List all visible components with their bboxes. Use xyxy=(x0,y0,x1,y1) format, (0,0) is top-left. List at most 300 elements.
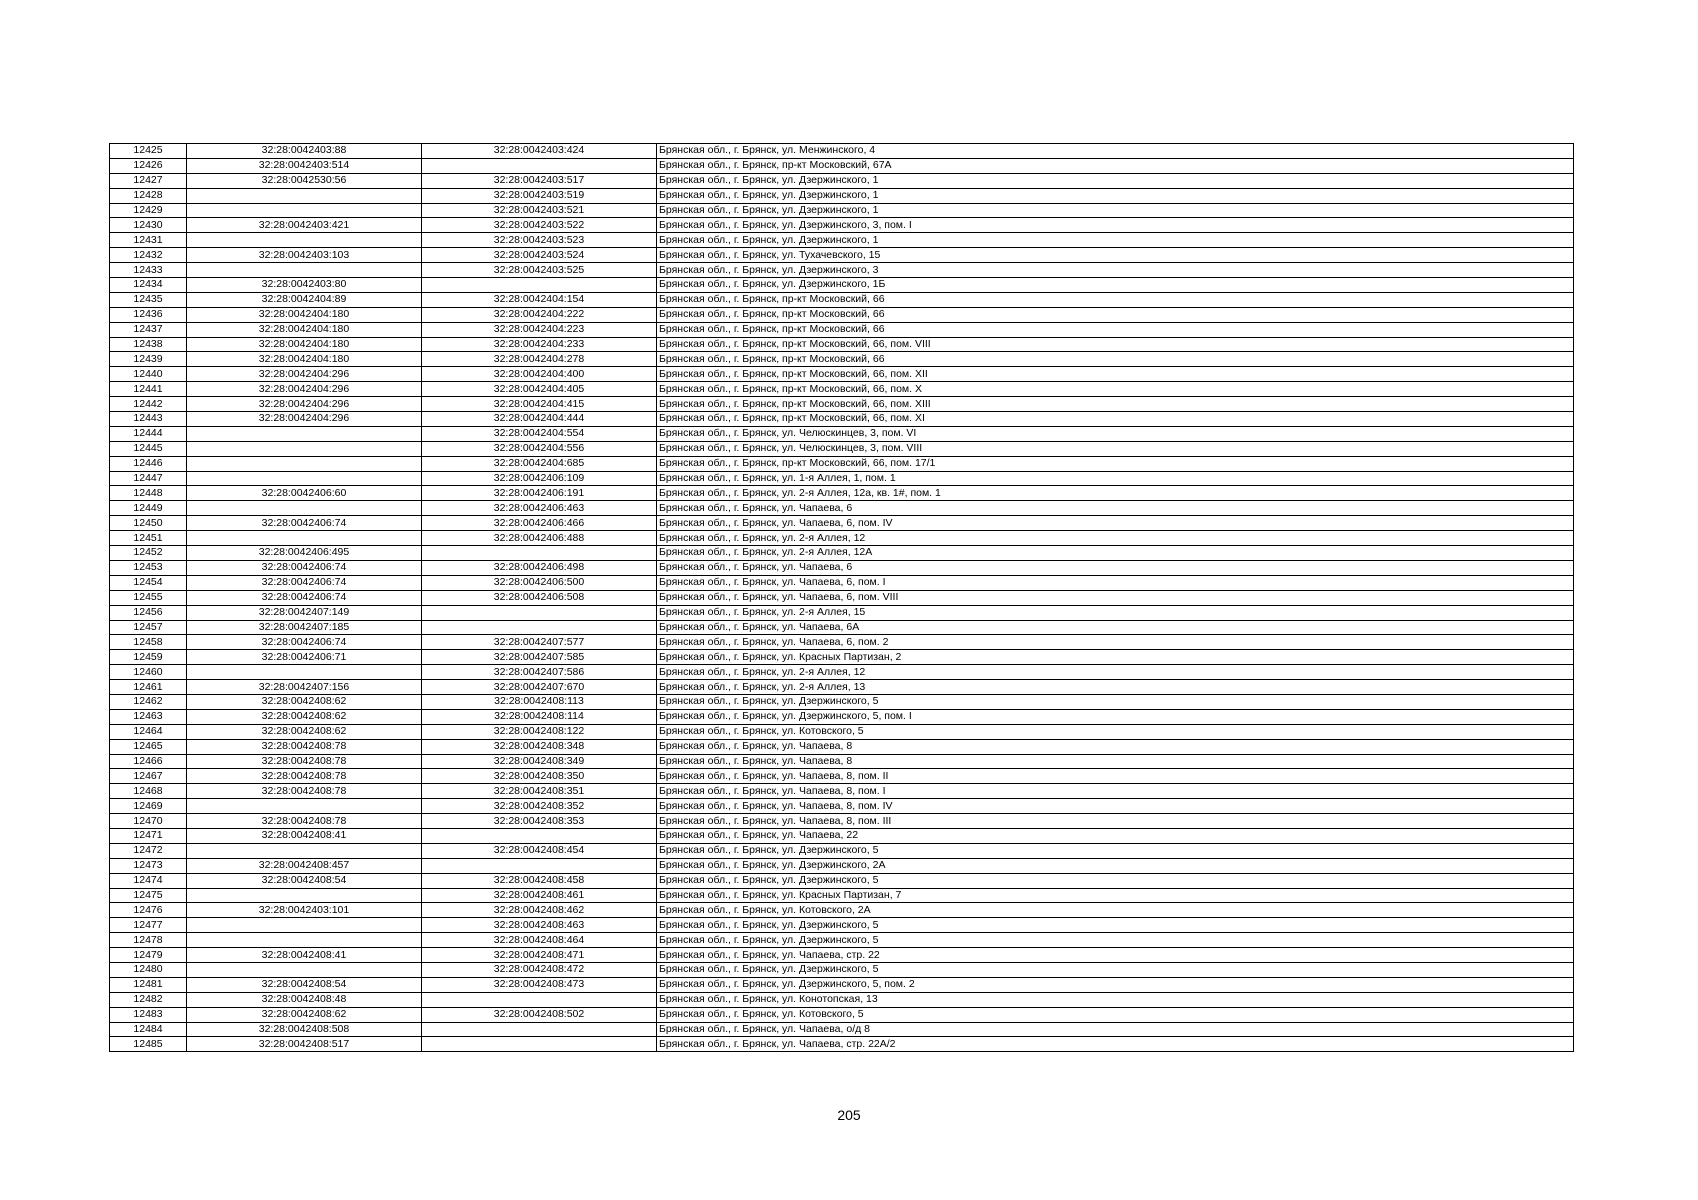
row-number-cell: 12443 xyxy=(110,412,187,427)
table-row xyxy=(110,933,1574,948)
table-row xyxy=(110,307,1574,322)
address-cell: Брянская обл., г. Брянск, пр-кт Московский, 66 xyxy=(657,307,1574,322)
cadastral-number-object-cell: 32:28:0042408:471 xyxy=(422,948,657,963)
cadastral-number-object-cell xyxy=(422,605,657,620)
cadastral-number-object-cell: 32:28:0042404:154 xyxy=(422,292,657,307)
cadastral-number-land-cell: 32:28:0042407:156 xyxy=(187,680,422,695)
address-cell: Брянская обл., г. Брянск, пр-кт Московский, 66, пом. 17/1 xyxy=(657,456,1574,471)
cadastral-number-object-cell: 32:28:0042404:278 xyxy=(422,352,657,367)
row-number-cell: 12452 xyxy=(110,546,187,561)
cadastral-number-object-cell: 32:28:0042408:113 xyxy=(422,694,657,709)
row-number-cell: 12433 xyxy=(110,263,187,278)
row-number-cell: 12436 xyxy=(110,307,187,322)
row-number-cell: 12458 xyxy=(110,635,187,650)
table-row xyxy=(110,828,1574,843)
address-cell: Брянская обл., г. Брянск, ул. Котовского, 5 xyxy=(657,1007,1574,1022)
row-number-cell: 12429 xyxy=(110,203,187,218)
row-number-cell: 12426 xyxy=(110,158,187,173)
table-row xyxy=(110,173,1574,188)
row-number-cell: 12432 xyxy=(110,248,187,263)
cadastral-number-land-cell xyxy=(187,933,422,948)
address-cell: Брянская обл., г. Брянск, ул. Конотопская, 13 xyxy=(657,992,1574,1007)
cadastral-number-object-cell xyxy=(422,1022,657,1037)
cadastral-number-object-cell: 32:28:0042408:458 xyxy=(422,873,657,888)
table-row xyxy=(110,888,1574,903)
address-cell: Брянская обл., г. Брянск, ул. Чапаева, 6А xyxy=(657,620,1574,635)
row-number-cell: 12431 xyxy=(110,233,187,248)
address-cell: Брянская обл., г. Брянск, ул. Дзержинского, 5 xyxy=(657,873,1574,888)
address-cell: Брянская обл., г. Брянск, ул. Дзержинского, 5, пом. 2 xyxy=(657,977,1574,992)
row-number-cell: 12447 xyxy=(110,471,187,486)
cadastral-number-object-cell: 32:28:0042407:586 xyxy=(422,665,657,680)
address-cell: Брянская обл., г. Брянск, ул. Тухачевского, 15 xyxy=(657,248,1574,263)
cadastral-number-land-cell: 32:28:0042404:89 xyxy=(187,292,422,307)
row-number-cell: 12457 xyxy=(110,620,187,635)
address-cell: Брянская обл., г. Брянск, ул. Котовского, 2А xyxy=(657,903,1574,918)
address-cell: Брянская обл., г. Брянск, ул. Чапаева, 8, пом. IV xyxy=(657,799,1574,814)
table-row xyxy=(110,546,1574,561)
cadastral-number-object-cell: 32:28:0042408:122 xyxy=(422,724,657,739)
cadastral-number-object-cell: 32:28:0042408:454 xyxy=(422,843,657,858)
table-row xyxy=(110,144,1574,159)
cadastral-number-object-cell: 32:28:0042403:525 xyxy=(422,263,657,278)
address-cell: Брянская обл., г. Брянск, ул. Чапаева, о/д 8 xyxy=(657,1022,1574,1037)
cadastral-number-object-cell: 32:28:0042403:424 xyxy=(422,144,657,159)
cadastral-number-land-cell: 32:28:0042408:54 xyxy=(187,977,422,992)
table-row xyxy=(110,620,1574,635)
cadastral-number-land-cell: 32:28:0042406:74 xyxy=(187,516,422,531)
table-row xyxy=(110,665,1574,680)
table-row xyxy=(110,843,1574,858)
cadastral-number-land-cell xyxy=(187,471,422,486)
cadastral-number-land-cell xyxy=(187,263,422,278)
cadastral-number-object-cell: 32:28:0042404:556 xyxy=(422,441,657,456)
row-number-cell: 12449 xyxy=(110,501,187,516)
row-number-cell: 12467 xyxy=(110,769,187,784)
cadastral-number-land-cell: 32:28:0042406:74 xyxy=(187,560,422,575)
row-number-cell: 12466 xyxy=(110,754,187,769)
cadastral-number-object-cell: 32:28:0042408:351 xyxy=(422,784,657,799)
address-cell: Брянская обл., г. Брянск, ул. Дзержинского, 1 xyxy=(657,188,1574,203)
cadastral-number-land-cell: 32:28:0042404:180 xyxy=(187,307,422,322)
row-number-cell: 12464 xyxy=(110,724,187,739)
address-cell: Брянская обл., г. Брянск, ул. 2-я Аллея, 12 xyxy=(657,665,1574,680)
cadastral-number-object-cell: 32:28:0042406:109 xyxy=(422,471,657,486)
table-row xyxy=(110,799,1574,814)
row-number-cell: 12485 xyxy=(110,1037,187,1052)
cadastral-number-land-cell xyxy=(187,888,422,903)
cadastral-number-land-cell: 32:28:0042404:180 xyxy=(187,352,422,367)
cadastral-number-land-cell: 32:28:0042408:54 xyxy=(187,873,422,888)
row-number-cell: 12477 xyxy=(110,918,187,933)
row-number-cell: 12439 xyxy=(110,352,187,367)
row-number-cell: 12456 xyxy=(110,605,187,620)
address-cell: Брянская обл., г. Брянск, ул. Дзержинского, 5, пом. I xyxy=(657,709,1574,724)
row-number-cell: 12437 xyxy=(110,322,187,337)
cadastral-number-land-cell xyxy=(187,843,422,858)
row-number-cell: 12465 xyxy=(110,739,187,754)
table-row xyxy=(110,352,1574,367)
cadastral-number-land-cell: 32:28:0042406:495 xyxy=(187,546,422,561)
cadastral-number-land-cell: 32:28:0042406:74 xyxy=(187,635,422,650)
row-number-cell: 12441 xyxy=(110,382,187,397)
table-row xyxy=(110,575,1574,590)
registry-table-body xyxy=(110,144,1574,1052)
cadastral-number-land-cell: 32:28:0042406:74 xyxy=(187,575,422,590)
row-number-cell: 12425 xyxy=(110,144,187,159)
cadastral-number-land-cell: 32:28:0042407:185 xyxy=(187,620,422,635)
row-number-cell: 12480 xyxy=(110,962,187,977)
cadastral-number-land-cell: 32:28:0042407:149 xyxy=(187,605,422,620)
cadastral-number-land-cell: 32:28:0042404:180 xyxy=(187,322,422,337)
address-cell: Брянская обл., г. Брянск, ул. Чапаева, 6, пом. VIII xyxy=(657,590,1574,605)
table-row xyxy=(110,1022,1574,1037)
cadastral-number-object-cell xyxy=(422,828,657,843)
table-row xyxy=(110,605,1574,620)
address-cell: Брянская обл., г. Брянск, ул. Челюскинцев, 3, пом. VI xyxy=(657,426,1574,441)
table-row xyxy=(110,203,1574,218)
table-row xyxy=(110,233,1574,248)
address-cell: Брянская обл., г. Брянск, ул. Чапаева, 8, пом. II xyxy=(657,769,1574,784)
row-number-cell: 12435 xyxy=(110,292,187,307)
row-number-cell: 12481 xyxy=(110,977,187,992)
address-cell: Брянская обл., г. Брянск, ул. Чапаева, 8, пом. III xyxy=(657,814,1574,829)
cadastral-number-land-cell: 32:28:0042408:78 xyxy=(187,739,422,754)
cadastral-number-land-cell: 32:28:0042404:180 xyxy=(187,337,422,352)
cadastral-number-land-cell xyxy=(187,203,422,218)
cadastral-number-object-cell: 32:28:0042404:444 xyxy=(422,412,657,427)
cadastral-number-object-cell xyxy=(422,1037,657,1052)
address-cell: Брянская обл., г. Брянск, ул. Дзержинского, 5 xyxy=(657,843,1574,858)
cadastral-number-land-cell: 32:28:0042408:62 xyxy=(187,724,422,739)
cadastral-number-land-cell: 32:28:0042404:296 xyxy=(187,397,422,412)
cadastral-number-object-cell: 32:28:0042408:352 xyxy=(422,799,657,814)
table-row xyxy=(110,977,1574,992)
address-cell: Брянская обл., г. Брянск, ул. Чапаева, 22 xyxy=(657,828,1574,843)
row-number-cell: 12455 xyxy=(110,590,187,605)
row-number-cell: 12484 xyxy=(110,1022,187,1037)
row-number-cell: 12472 xyxy=(110,843,187,858)
cadastral-number-object-cell: 32:28:0042403:521 xyxy=(422,203,657,218)
table-row xyxy=(110,456,1574,471)
address-cell: Брянская обл., г. Брянск, ул. 1-я Аллея, 1, пом. 1 xyxy=(657,471,1574,486)
cadastral-number-object-cell xyxy=(422,546,657,561)
cadastral-number-land-cell xyxy=(187,799,422,814)
address-cell: Брянская обл., г. Брянск, пр-кт Московский, 66, пом. XII xyxy=(657,367,1574,382)
row-number-cell: 12475 xyxy=(110,888,187,903)
cadastral-number-land-cell: 32:28:0042408:62 xyxy=(187,709,422,724)
table-row xyxy=(110,531,1574,546)
table-row xyxy=(110,992,1574,1007)
address-cell: Брянская обл., г. Брянск, ул. Красных Партизан, 2 xyxy=(657,650,1574,665)
cadastral-number-land-cell: 32:28:0042408:517 xyxy=(187,1037,422,1052)
address-cell: Брянская обл., г. Брянск, ул. Челюскинцев, 3, пом. VIII xyxy=(657,441,1574,456)
table-row xyxy=(110,694,1574,709)
table-row xyxy=(110,635,1574,650)
cadastral-number-land-cell: 32:28:0042408:41 xyxy=(187,948,422,963)
address-cell: Брянская обл., г. Брянск, ул. Дзержинского, 1Б xyxy=(657,278,1574,293)
table-row xyxy=(110,903,1574,918)
table-row xyxy=(110,441,1574,456)
address-cell: Брянская обл., г. Брянск, ул. Чапаева, 6, пом. 2 xyxy=(657,635,1574,650)
address-cell: Брянская обл., г. Брянск, ул. Дзержинского, 1 xyxy=(657,233,1574,248)
cadastral-number-land-cell: 32:28:0042408:78 xyxy=(187,784,422,799)
row-number-cell: 12483 xyxy=(110,1007,187,1022)
cadastral-number-object-cell: 32:28:0042404:223 xyxy=(422,322,657,337)
address-cell: Брянская обл., г. Брянск, ул. Дзержинского, 1 xyxy=(657,203,1574,218)
row-number-cell: 12428 xyxy=(110,188,187,203)
table-row xyxy=(110,516,1574,531)
cadastral-number-object-cell: 32:28:0042404:415 xyxy=(422,397,657,412)
table-row xyxy=(110,278,1574,293)
address-cell: Брянская обл., г. Брянск, ул. Чапаева, 6 xyxy=(657,560,1574,575)
cadastral-number-land-cell: 32:28:0042403:88 xyxy=(187,144,422,159)
address-cell: Брянская обл., г. Брянск, ул. Дзержинского, 5 xyxy=(657,933,1574,948)
row-number-cell: 12476 xyxy=(110,903,187,918)
address-cell: Брянская обл., г. Брянск, ул. Дзержинского, 5 xyxy=(657,962,1574,977)
table-row xyxy=(110,292,1574,307)
table-row xyxy=(110,397,1574,412)
address-cell: Брянская обл., г. Брянск, пр-кт Московский, 66, пом. XIII xyxy=(657,397,1574,412)
row-number-cell: 12471 xyxy=(110,828,187,843)
table-row xyxy=(110,948,1574,963)
cadastral-number-land-cell: 32:28:0042408:78 xyxy=(187,754,422,769)
table-row xyxy=(110,590,1574,605)
address-cell: Брянская обл., г. Брянск, ул. 2-я Аллея, 12а, кв. 1#, пом. 1 xyxy=(657,486,1574,501)
table-row xyxy=(110,337,1574,352)
table-row xyxy=(110,739,1574,754)
address-cell: Брянская обл., г. Брянск, ул. Котовского, 5 xyxy=(657,724,1574,739)
cadastral-number-land-cell: 32:28:0042403:103 xyxy=(187,248,422,263)
cadastral-number-land-cell: 32:28:0042406:71 xyxy=(187,650,422,665)
table-row xyxy=(110,650,1574,665)
cadastral-number-object-cell: 32:28:0042406:191 xyxy=(422,486,657,501)
address-cell: Брянская обл., г. Брянск, ул. Чапаева, 8 xyxy=(657,754,1574,769)
cadastral-number-object-cell xyxy=(422,992,657,1007)
page-number: 205 xyxy=(837,1107,861,1123)
address-cell: Брянская обл., г. Брянск, пр-кт Московский, 66, пом. VIII xyxy=(657,337,1574,352)
cadastral-number-object-cell: 32:28:0042403:523 xyxy=(422,233,657,248)
table-row xyxy=(110,367,1574,382)
cadastral-number-land-cell xyxy=(187,456,422,471)
row-number-cell: 12478 xyxy=(110,933,187,948)
row-number-cell: 12454 xyxy=(110,575,187,590)
row-number-cell: 12463 xyxy=(110,709,187,724)
row-number-cell: 12440 xyxy=(110,367,187,382)
row-number-cell: 12461 xyxy=(110,680,187,695)
cadastral-number-land-cell: 32:28:0042406:74 xyxy=(187,590,422,605)
address-cell: Брянская обл., г. Брянск, пр-кт Московский, 67А xyxy=(657,158,1574,173)
row-number-cell: 12453 xyxy=(110,560,187,575)
row-number-cell: 12444 xyxy=(110,426,187,441)
table-row xyxy=(110,1037,1574,1052)
registry-table xyxy=(109,143,1574,1052)
row-number-cell: 12460 xyxy=(110,665,187,680)
cadastral-number-land-cell: 32:28:0042403:80 xyxy=(187,278,422,293)
cadastral-number-object-cell: 32:28:0042403:524 xyxy=(422,248,657,263)
address-cell: Брянская обл., г. Брянск, ул. Чапаева, стр. 22 xyxy=(657,948,1574,963)
row-number-cell: 12459 xyxy=(110,650,187,665)
table-row xyxy=(110,382,1574,397)
cadastral-number-land-cell xyxy=(187,441,422,456)
row-number-cell: 12430 xyxy=(110,218,187,233)
cadastral-number-object-cell: 32:28:0042408:472 xyxy=(422,962,657,977)
cadastral-number-land-cell xyxy=(187,233,422,248)
cadastral-number-land-cell: 32:28:0042403:421 xyxy=(187,218,422,233)
row-number-cell: 12479 xyxy=(110,948,187,963)
row-number-cell: 12445 xyxy=(110,441,187,456)
address-cell: Брянская обл., г. Брянск, пр-кт Московский, 66, пом. X xyxy=(657,382,1574,397)
cadastral-number-object-cell xyxy=(422,620,657,635)
cadastral-number-land-cell: 32:28:0042408:457 xyxy=(187,858,422,873)
table-row xyxy=(110,754,1574,769)
cadastral-number-object-cell: 32:28:0042404:233 xyxy=(422,337,657,352)
table-row xyxy=(110,769,1574,784)
address-cell: Брянская обл., г. Брянск, ул. Дзержинского, 5 xyxy=(657,694,1574,709)
table-row xyxy=(110,501,1574,516)
address-cell: Брянская обл., г. Брянск, ул. Чапаева, 8, пом. I xyxy=(657,784,1574,799)
table-row xyxy=(110,873,1574,888)
cadastral-number-land-cell: 32:28:0042404:296 xyxy=(187,367,422,382)
row-number-cell: 12451 xyxy=(110,531,187,546)
cadastral-number-object-cell: 32:28:0042408:353 xyxy=(422,814,657,829)
table-row xyxy=(110,486,1574,501)
table-row xyxy=(110,471,1574,486)
cadastral-number-land-cell: 32:28:0042408:78 xyxy=(187,814,422,829)
cadastral-number-object-cell: 32:28:0042408:461 xyxy=(422,888,657,903)
cadastral-number-object-cell: 32:28:0042403:519 xyxy=(422,188,657,203)
table-row xyxy=(110,158,1574,173)
table-row xyxy=(110,709,1574,724)
table-row xyxy=(110,248,1574,263)
table-row xyxy=(110,1007,1574,1022)
row-number-cell: 12462 xyxy=(110,694,187,709)
cadastral-number-land-cell: 32:28:0042408:41 xyxy=(187,828,422,843)
cadastral-number-land-cell: 32:28:0042406:60 xyxy=(187,486,422,501)
address-cell: Брянская обл., г. Брянск, ул. Менжинского, 4 xyxy=(657,144,1574,159)
address-cell: Брянская обл., г. Брянск, пр-кт Московский, 66 xyxy=(657,322,1574,337)
cadastral-number-object-cell xyxy=(422,858,657,873)
table-row xyxy=(110,814,1574,829)
address-cell: Брянская обл., г. Брянск, ул. 2-я Аллея, 13 xyxy=(657,680,1574,695)
cadastral-number-object-cell: 32:28:0042408:348 xyxy=(422,739,657,754)
row-number-cell: 12468 xyxy=(110,784,187,799)
row-number-cell: 12434 xyxy=(110,278,187,293)
cadastral-number-object-cell: 32:28:0042406:463 xyxy=(422,501,657,516)
cadastral-number-land-cell: 32:28:0042408:508 xyxy=(187,1022,422,1037)
cadastral-number-object-cell xyxy=(422,158,657,173)
cadastral-number-land-cell xyxy=(187,426,422,441)
address-cell: Брянская обл., г. Брянск, пр-кт Московский, 66, пом. XI xyxy=(657,412,1574,427)
table-row xyxy=(110,858,1574,873)
cadastral-number-object-cell: 32:28:0042407:670 xyxy=(422,680,657,695)
address-cell: Брянская обл., г. Брянск, ул. Чапаева, 6 xyxy=(657,501,1574,516)
address-cell: Брянская обл., г. Брянск, ул. Дзержинского, 3, пом. I xyxy=(657,218,1574,233)
row-number-cell: 12442 xyxy=(110,397,187,412)
cadastral-number-object-cell: 32:28:0042403:517 xyxy=(422,173,657,188)
cadastral-number-land-cell: 32:28:0042408:62 xyxy=(187,694,422,709)
row-number-cell: 12448 xyxy=(110,486,187,501)
cadastral-number-object-cell: 32:28:0042407:577 xyxy=(422,635,657,650)
address-cell: Брянская обл., г. Брянск, ул. 2-я Аллея, 12А xyxy=(657,546,1574,561)
address-cell: Брянская обл., г. Брянск, ул. 2-я Аллея, 15 xyxy=(657,605,1574,620)
table-row xyxy=(110,724,1574,739)
cadastral-number-object-cell: 32:28:0042406:466 xyxy=(422,516,657,531)
cadastral-number-land-cell xyxy=(187,531,422,546)
row-number-cell: 12427 xyxy=(110,173,187,188)
cadastral-number-object-cell: 32:28:0042408:462 xyxy=(422,903,657,918)
row-number-cell: 12450 xyxy=(110,516,187,531)
cadastral-number-land-cell xyxy=(187,665,422,680)
cadastral-number-land-cell: 32:28:0042408:62 xyxy=(187,1007,422,1022)
cadastral-number-land-cell: 32:28:0042403:101 xyxy=(187,903,422,918)
cadastral-number-object-cell: 32:28:0042406:498 xyxy=(422,560,657,575)
cadastral-number-land-cell: 32:28:0042408:48 xyxy=(187,992,422,1007)
cadastral-number-object-cell: 32:28:0042408:463 xyxy=(422,918,657,933)
cadastral-number-object-cell: 32:28:0042408:464 xyxy=(422,933,657,948)
row-number-cell: 12438 xyxy=(110,337,187,352)
cadastral-number-land-cell xyxy=(187,918,422,933)
address-cell: Брянская обл., г. Брянск, ул. Красных Партизан, 7 xyxy=(657,888,1574,903)
address-cell: Брянская обл., г. Брянск, ул. Чапаева, 6, пом. IV xyxy=(657,516,1574,531)
table-row xyxy=(110,218,1574,233)
cadastral-number-object-cell: 32:28:0042408:350 xyxy=(422,769,657,784)
address-cell: Брянская обл., г. Брянск, ул. Чапаева, 6, пом. I xyxy=(657,575,1574,590)
cadastral-number-object-cell: 32:28:0042404:554 xyxy=(422,426,657,441)
table-row xyxy=(110,962,1574,977)
address-cell: Брянская обл., г. Брянск, ул. 2-я Аллея, 12 xyxy=(657,531,1574,546)
table-row xyxy=(110,322,1574,337)
cadastral-number-object-cell: 32:28:0042404:222 xyxy=(422,307,657,322)
table-row xyxy=(110,918,1574,933)
table-row xyxy=(110,263,1574,278)
cadastral-number-object-cell: 32:28:0042404:400 xyxy=(422,367,657,382)
cadastral-number-object-cell: 32:28:0042403:522 xyxy=(422,218,657,233)
address-cell: Брянская обл., г. Брянск, ул. Дзержинского, 3 xyxy=(657,263,1574,278)
address-cell: Брянская обл., г. Брянск, ул. Чапаева, 8 xyxy=(657,739,1574,754)
cadastral-number-object-cell: 32:28:0042408:473 xyxy=(422,977,657,992)
row-number-cell: 12482 xyxy=(110,992,187,1007)
cadastral-number-object-cell: 32:28:0042407:585 xyxy=(422,650,657,665)
cadastral-number-land-cell xyxy=(187,962,422,977)
table-row xyxy=(110,188,1574,203)
cadastral-number-object-cell: 32:28:0042406:508 xyxy=(422,590,657,605)
cadastral-number-object-cell: 32:28:0042406:488 xyxy=(422,531,657,546)
cadastral-number-object-cell: 32:28:0042408:349 xyxy=(422,754,657,769)
cadastral-number-object-cell: 32:28:0042408:502 xyxy=(422,1007,657,1022)
table-row xyxy=(110,412,1574,427)
table-row xyxy=(110,426,1574,441)
cadastral-number-land-cell: 32:28:0042408:78 xyxy=(187,769,422,784)
table-row xyxy=(110,784,1574,799)
row-number-cell: 12469 xyxy=(110,799,187,814)
row-number-cell: 12446 xyxy=(110,456,187,471)
cadastral-number-object-cell: 32:28:0042408:114 xyxy=(422,709,657,724)
cadastral-number-object-cell xyxy=(422,278,657,293)
row-number-cell: 12470 xyxy=(110,814,187,829)
cadastral-number-land-cell: 32:28:0042530:56 xyxy=(187,173,422,188)
address-cell: Брянская обл., г. Брянск, пр-кт Московский, 66 xyxy=(657,352,1574,367)
address-cell: Брянская обл., г. Брянск, ул. Дзержинского, 2А xyxy=(657,858,1574,873)
row-number-cell: 12474 xyxy=(110,873,187,888)
cadastral-number-land-cell xyxy=(187,501,422,516)
address-cell: Брянская обл., г. Брянск, ул. Дзержинского, 1 xyxy=(657,173,1574,188)
address-cell: Брянская обл., г. Брянск, ул. Чапаева, стр. 22А/2 xyxy=(657,1037,1574,1052)
table-row xyxy=(110,680,1574,695)
address-cell: Брянская обл., г. Брянск, пр-кт Московский, 66 xyxy=(657,292,1574,307)
row-number-cell: 12473 xyxy=(110,858,187,873)
cadastral-number-object-cell: 32:28:0042404:405 xyxy=(422,382,657,397)
